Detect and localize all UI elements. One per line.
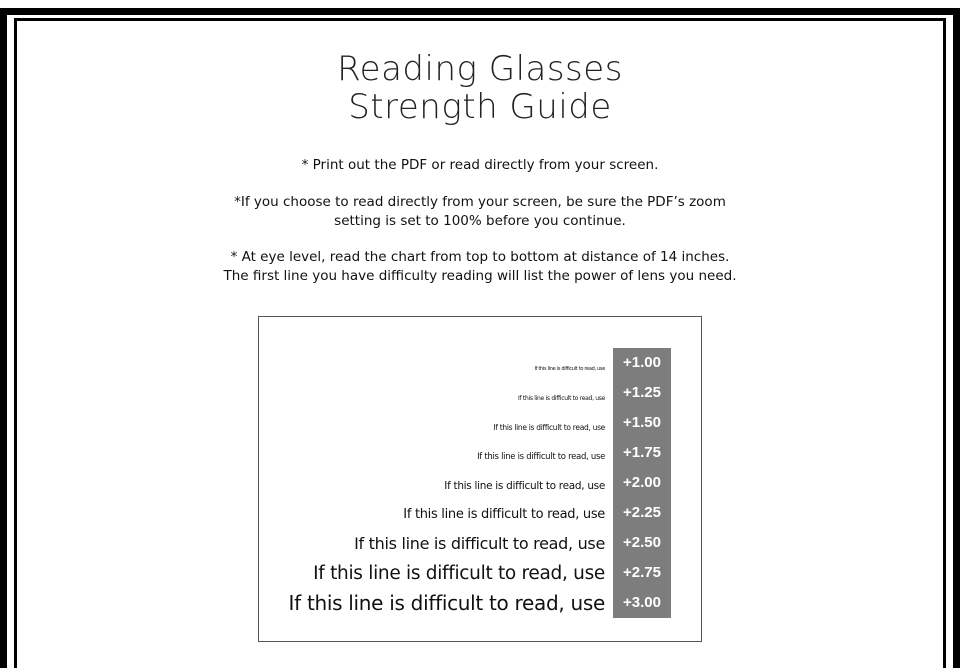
instruction-zoom (0, 193, 960, 231)
power-badge: +1.50 (613, 408, 671, 438)
instruction-distance-line-1: * At eye level, read the chart from top to bottom at distance of 14 inches. (230, 249, 730, 265)
chart-row-text: If this line is difficult to read, use (403, 507, 605, 522)
instruction-print (0, 156, 960, 175)
instruction-zoom-line-2: setting is set to 100% before you continue. (334, 213, 626, 229)
power-badge: +2.25 (613, 498, 671, 528)
title-line-1: Reading Glasses (337, 49, 623, 89)
power-badge: +1.00 (613, 348, 671, 378)
page-title (0, 50, 960, 126)
chart-row (259, 468, 701, 498)
power-badge: +2.00 (613, 468, 671, 498)
power-badge: +2.75 (613, 558, 671, 588)
chart-row (259, 528, 701, 558)
chart-row-text: If this line is difficult to read, use (313, 563, 605, 584)
strength-chart (258, 316, 702, 642)
power-badge: +2.50 (613, 528, 671, 558)
chart-row-text: If this line is difficult to read, use (444, 480, 605, 492)
chart-row (259, 378, 701, 408)
chart-row (259, 588, 701, 618)
chart-row (259, 348, 701, 378)
chart-row-text: If this line is difficult to read, use (288, 591, 605, 615)
instruction-distance-line-2: The first line you have difficulty reading will list the power of lens you need. (223, 268, 737, 284)
chart-row-text: If this line is difficult to read, use (354, 534, 605, 553)
chart-row-text: If this line is difficult to read, use (518, 395, 605, 402)
chart-row (259, 558, 701, 588)
instruction-zoom-line-1: *If you choose to read directly from your screen, be sure the PDF’s zoom (234, 194, 726, 210)
chart-row (259, 498, 701, 528)
instruction-distance (0, 248, 960, 286)
chart-row-text: If this line is difficult to read, use (534, 366, 605, 372)
power-badge: +1.25 (613, 378, 671, 408)
instruction-print-text: * Print out the PDF or read directly from your screen. (301, 157, 659, 173)
chart-row-text: If this line is difficult to read, use (493, 423, 605, 432)
chart-row-text: If this line is difficult to read, use (477, 452, 605, 462)
chart-row (259, 408, 701, 438)
chart-row (259, 438, 701, 468)
power-badge: +3.00 (613, 588, 671, 618)
power-badge: +1.75 (613, 438, 671, 468)
title-line-2: Strength Guide (348, 87, 612, 127)
